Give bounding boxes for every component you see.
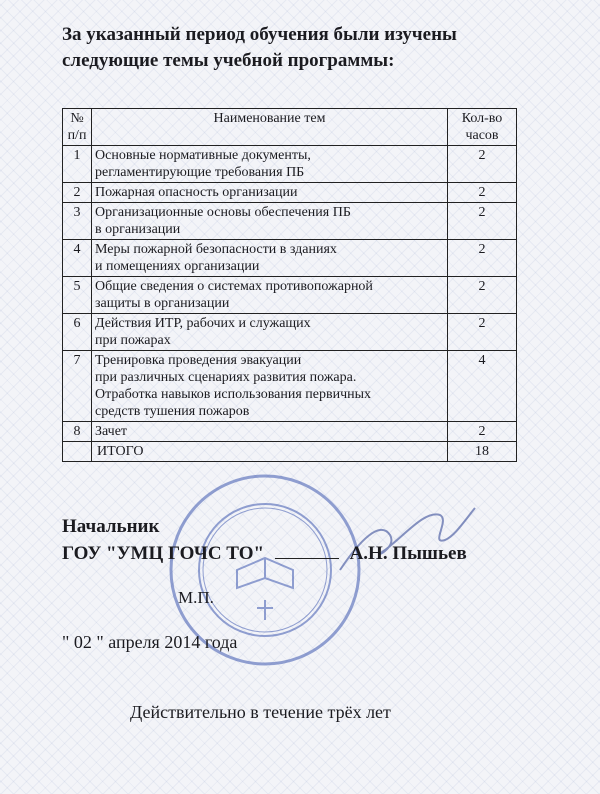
row-num: 8 xyxy=(63,422,92,442)
row-num: 7 xyxy=(63,351,92,422)
signer-name: А.Н. Пышьев xyxy=(349,543,467,564)
header-name: Наименование тем xyxy=(92,109,448,146)
row-hours: 2 xyxy=(448,240,517,277)
table-header-row xyxy=(63,109,517,146)
row-topic: Общие сведения о системах противопожарной защиты в организации xyxy=(92,277,448,314)
row-num: 6 xyxy=(63,314,92,351)
row-topic: Меры пожарной безопасности в зданиях и помещениях организации xyxy=(92,240,448,277)
table-row xyxy=(63,422,517,442)
header-num: № п/п xyxy=(63,109,92,146)
table-row xyxy=(63,183,517,203)
row-hours: 4 xyxy=(448,351,517,422)
row-hours: 2 xyxy=(448,183,517,203)
row-topic: Действия ИТР, рабочих и служащих при пожарах xyxy=(92,314,448,351)
table-row xyxy=(63,146,517,183)
row-hours: 2 xyxy=(448,422,517,442)
chief-title: Начальник xyxy=(62,516,160,537)
total-empty xyxy=(63,442,92,462)
row-num: 1 xyxy=(63,146,92,183)
row-num: 4 xyxy=(63,240,92,277)
row-topic: Тренировка проведения эвакуации при различных сценариях развития пожара. Отработка навыков использования первичных средств тушения пожаров xyxy=(92,351,448,422)
row-topic: Организационные основы обеспечения ПБ в организации xyxy=(92,203,448,240)
row-topic: Зачет xyxy=(92,422,448,442)
row-topic: Основные нормативные документы, регламентирующие требования ПБ xyxy=(92,146,448,183)
table-row xyxy=(63,240,517,277)
signature-line xyxy=(62,540,467,567)
total-label: ИТОГО xyxy=(92,442,448,462)
row-hours: 2 xyxy=(448,277,517,314)
table-row xyxy=(63,203,517,240)
table-row xyxy=(63,314,517,351)
validity-note: Действительно в течение трёх лет xyxy=(130,702,391,722)
seal-label: М.П. xyxy=(178,588,214,607)
row-hours: 2 xyxy=(448,146,517,183)
org-name: ГОУ "УМЦ ГОЧС ТО" xyxy=(62,543,265,564)
row-topic: Пожарная опасность организации xyxy=(92,183,448,203)
table-row xyxy=(63,277,517,314)
row-num: 3 xyxy=(63,203,92,240)
row-num: 5 xyxy=(63,277,92,314)
issue-date: " 02 " апреля 2014 года xyxy=(62,632,238,652)
row-num: 2 xyxy=(63,183,92,203)
signature-blank xyxy=(275,540,339,559)
table-row xyxy=(63,351,517,422)
topics-table xyxy=(62,108,517,462)
page-heading: За указанный период обучения были изучены следующие темы учебной программы: xyxy=(62,24,457,71)
row-hours: 2 xyxy=(448,203,517,240)
row-hours: 2 xyxy=(448,314,517,351)
total-row xyxy=(63,442,517,462)
header-hours: Кол-во часов xyxy=(448,109,517,146)
total-hours: 18 xyxy=(448,442,517,462)
